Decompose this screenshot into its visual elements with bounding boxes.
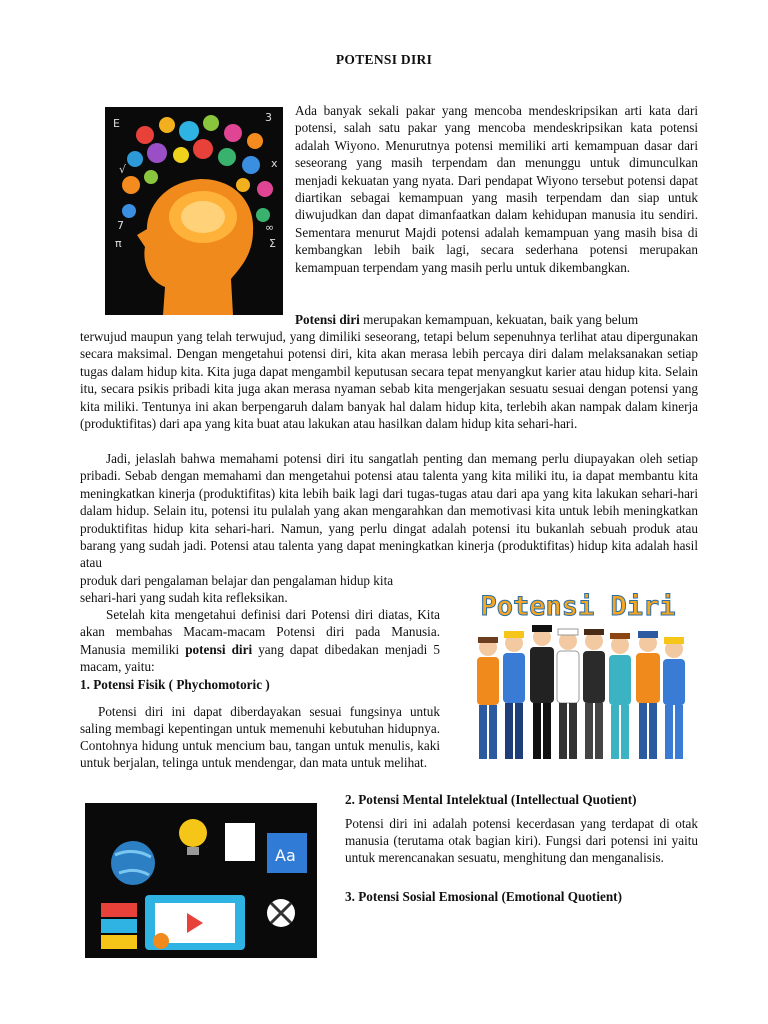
svg-text:Aa: Aa (275, 846, 296, 865)
types-intro-paragraph: Setelah kita mengetahui definisi dari Potensi diri diatas, Kita akan membahas Macam-macam Potensi diri pada Manusia. Manusia memiliki potensi diri yang dapat dibedakan menjadi 5 macam, yaitu: (80, 607, 440, 675)
svg-text:E: E (113, 117, 120, 130)
potensi-diri-paragraph: terwujud maupun yang telah terwujud, yang dimiliki seseorang, tetapi belum sepenuhnya terlihat atau dipergunakan secara maksimal. Dengan mengetahui potensi diri, kita akan merasa lebih percaya diri dalam melaksanakan setiap tugas dalam hidup kita. Kita juga dapat mengambil keputusan secara tepat menyangkut karier atau hidup kita. Selain itu, secara psikis pribadi kita juga akan merasa nyaman sebab kita mengerjakan sesuatu sesuai dengan potensi yang kita miliki. Tentunya ini akan berpengaruh dalam banyak hal dalam hidup kita, terlebih akan nampak dalam kinerja (produktifitas) dari apa yang kita buat atau lakukan atau hasilkan dalam hidup kita sehari-hari. (80, 329, 698, 432)
svg-text:∞: ∞ (265, 221, 275, 234)
heading-potensi-mental: 2. Potensi Mental Intelektual (Intellectual Quotient) (345, 792, 637, 807)
svg-text:Potensi Diri: Potensi Diri (480, 591, 676, 622)
bold-term: Potensi diri (295, 312, 360, 327)
potensi-mental-paragraph: Potensi diri ini adalah potensi kecerdasan yang terdapat di otak manusia (terutama otak bagian kiri). Fungsi dari potensi ini yaitu untuk merencanakan sesuatu, menghitung dan menganalisis. (345, 816, 698, 865)
svg-text:Σ: Σ (269, 237, 276, 250)
heading-potensi-fisik: 1. Potensi Fisik ( Phychomotoric ) (80, 677, 270, 692)
svg-text:7: 7 (117, 219, 124, 232)
potensi-diri-people-illustration (458, 585, 698, 775)
intellectual-illustration (85, 803, 317, 958)
bold-term: potensi diri (185, 641, 253, 657)
intro-paragraph: Ada banyak sekali pakar yang mencoba mendeskripsikan arti kata dari potensi, salah satu pakar yang mencoba mendeskripsikan kata potensi adalah Wiyono. Menurutnya potensi memiliki arti kemampuan dasar dari seseorang yang masih terpendam dan menunggu untuk dimunculkan menjadi kekuatan yang nyata. Dari pendapat Wiyono tersebut potensi dapat diartikan sebagai kemampuan yang masih terpendam dan siap untuk diwujudkan dan dapat dimanfaatkan dalam kehidupan manusia itu sendiri. Sementara menurut Majdi potensi adalah kemampuan yang masih bisa di kembangkan lebih baik lagi, secara sederhana potensi merupakan kemampuan terpendam yang masih perlu untuk dikembangkan. (295, 103, 698, 275)
svg-text:x: x (271, 157, 278, 170)
svg-text:π: π (115, 237, 122, 250)
brain-icons-illustration (105, 107, 283, 315)
potensi-diri-paragraph-start: Potensi diri merupakan kemampuan, kekuatan, baik yang belum (295, 312, 639, 327)
importance-paragraph: Jadi, jelaslah bahwa memahami potensi diri itu sangatlah penting dan memang perlu diupayakan oleh setiap pribadi. Sebab dengan memahami dan mengetahui potensi atau talenta yang kita miliki itu, ia dapat membantu kita meningkatkan kinerja (produktifitas) kita lebih baik lagi dari tugas-tugas atau dari apa yang kita lakukan sehari-hari dalam hidup. Selain itu, potensi itu pulalah yang akan mengarahkan dan memotivasi kita untuk lebih meningkatkan produktifitas hidup kita sehari-hari. Namun, yang perlu dingat adalah potensi itu bukanlah sebuah produk atau barang yang sudah jadi. Potensi atau talenta yang dapat meningkatkan kinerja (produktifitas) hidup kita adalah hasil atau (80, 451, 698, 571)
importance-paragraph-end-1: produk dari pengalaman belajar dan pengalaman hidup kita (80, 573, 394, 588)
importance-paragraph-end-2: sehari-hari yang sudah kita refleksikan. (80, 590, 288, 605)
potensi-fisik-paragraph: Potensi diri ini dapat diberdayakan sesuai fungsinya untuk saling membagi kepentingan untuk memenuhi kebutuhan hidupnya. Contohnya hidung untuk mencium bau, tangan untuk menulis, kaki untuk berjalan, telinga untuk mendengar, dan mata untuk melihat. (80, 704, 440, 770)
heading-potensi-sosial: 3. Potensi Sosial Emosional (Emotional Quotient) (345, 889, 622, 904)
svg-text:3: 3 (265, 111, 272, 124)
page-title: POTENSI DIRI (335, 52, 433, 67)
svg-text:√: √ (119, 163, 127, 176)
